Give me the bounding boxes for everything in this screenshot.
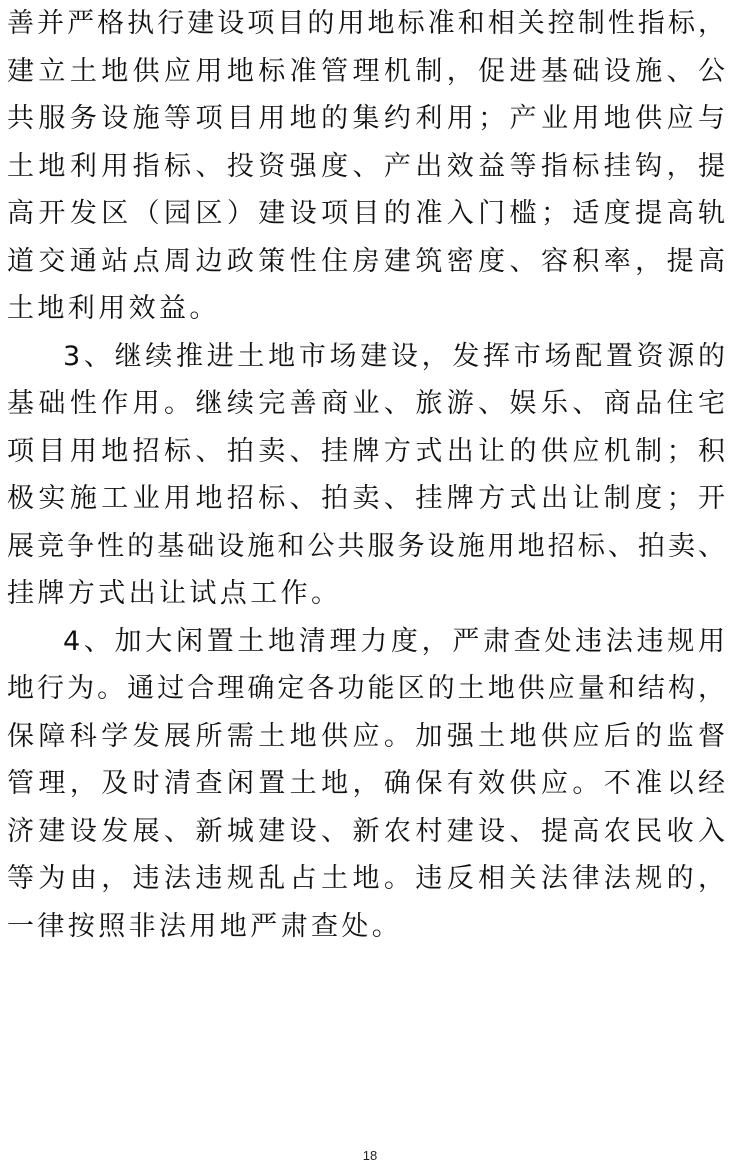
text-line: 建立土地供应用地标准管理机制，促进基础设施、公 xyxy=(7,55,725,87)
page-number: 18 xyxy=(362,1148,378,1163)
text-line: 道交通站点周边政策性住房建筑密度、容积率，提高 xyxy=(7,245,725,277)
text-line: 济建设发展、新城建设、新农村建设、提高农民收入 xyxy=(7,815,725,847)
paragraph-4-heading-line: 4、加大闲置土地清理力度，严肃查处违法违规用 xyxy=(63,625,725,657)
text-line: 展竞争性的基础设施和公共服务设施用地招标、拍卖、 xyxy=(7,530,725,562)
text-line: 极实施工业用地招标、拍卖、挂牌方式出让制度；开 xyxy=(7,483,725,514)
text-line: 高开发区（园区）建设项目的准入门槛；适度提高轨 xyxy=(7,198,725,229)
text-line: 地行为。通过合理确定各功能区的土地供应量和结构， xyxy=(7,673,725,704)
text-line: 管理，及时清查闲置土地，确保有效供应。不准以经 xyxy=(7,768,725,799)
text-line: 挂牌方式出让试点工作。 xyxy=(7,578,342,609)
text-line: 等为由，违法违规乱占土地。违反相关法律法规的， xyxy=(7,863,725,894)
text-line: 基础性作用。继续完善商业、旅游、娱乐、商品住宅 xyxy=(7,388,725,419)
text-line: 共服务设施等项目用地的集约利用；产业用地供应与 xyxy=(7,103,725,134)
text-line: 项目用地招标、拍卖、挂牌方式出让的供应机制；积 xyxy=(7,435,725,467)
text-line: 保障科学发展所需土地供应。加强土地供应后的监督 xyxy=(7,720,725,752)
body-text xyxy=(7,0,725,950)
text-line: 土地利用效益。 xyxy=(7,293,220,324)
paragraph-3-heading-line: 3、继续推进土地市场建设，发挥市场配置资源的 xyxy=(63,340,725,372)
text-line: 善并严格执行建设项目的用地标准和相关控制性指标， xyxy=(7,8,725,39)
text-line: 土地利用指标、投资强度、产出效益等指标挂钩，提 xyxy=(7,150,725,182)
text-line: 一律按照非法用地严肃查处。 xyxy=(7,910,403,942)
